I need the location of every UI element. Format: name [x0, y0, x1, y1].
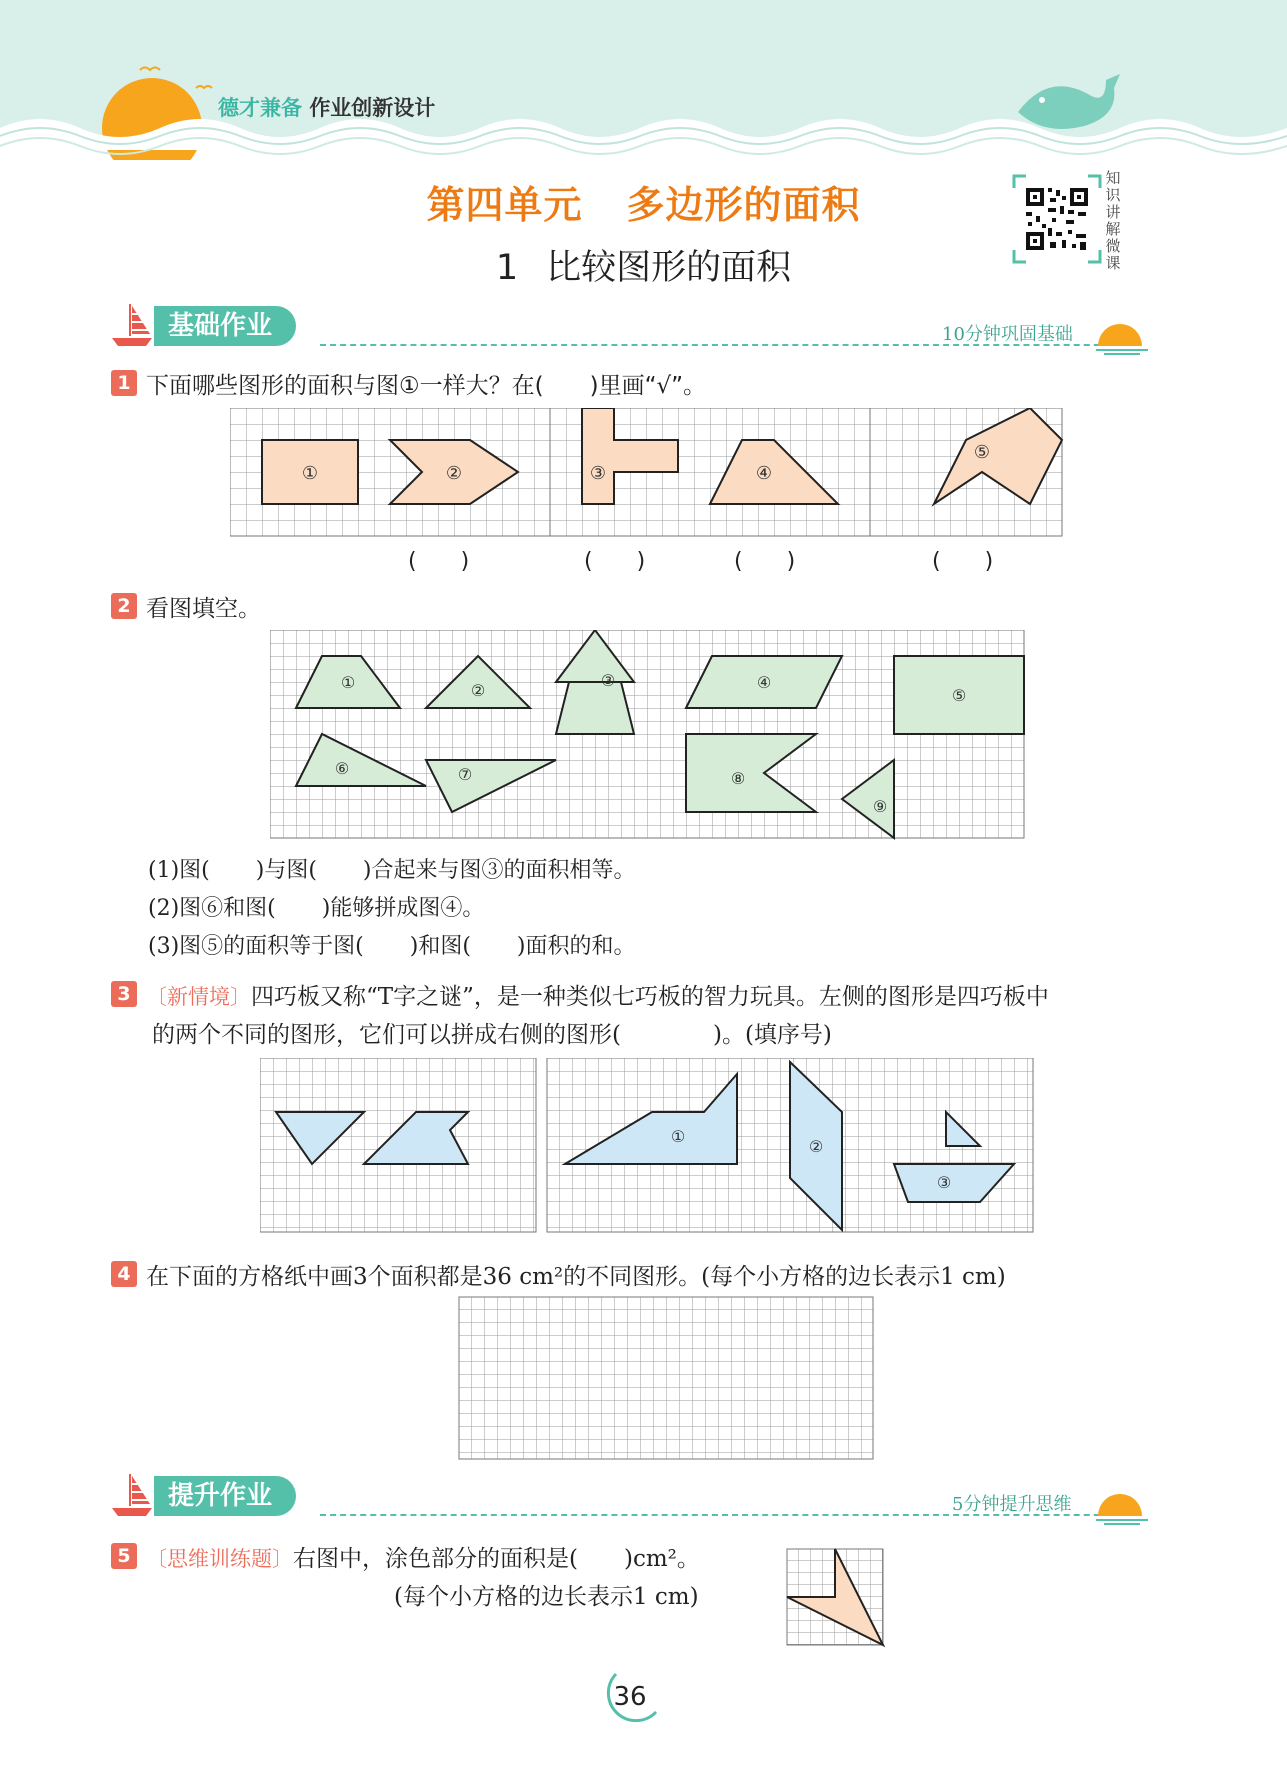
section-basic-time: 10分钟巩固基础	[942, 324, 1073, 345]
question-3-tag: 〔新情境〕	[146, 985, 251, 1009]
q3-label-1: ①	[670, 1127, 686, 1146]
q1-label-4: ④	[755, 463, 773, 484]
section-advanced-title: 提升作业	[154, 1476, 296, 1516]
unit-name: 多边形的面积	[626, 183, 861, 227]
qr-label: 知识讲解微课	[1105, 169, 1121, 272]
brand-part1: 德才兼备	[218, 96, 302, 120]
sun-icon	[1094, 312, 1150, 358]
bird-icon	[140, 68, 160, 71]
q1-label-3: ③	[589, 463, 607, 484]
q3-label-2: ②	[808, 1137, 824, 1156]
q2-line-1: (1)图( )与图( )合起来与图③的面积相等。	[148, 858, 636, 883]
q1-answer-blank-5[interactable]: ( )	[932, 549, 994, 574]
question-3-text-line1: 〔新情境〕四巧板又称“T字之谜”，是一种类似七巧板的智力玩具。左侧的图形是四巧板中	[146, 984, 1049, 1010]
q1-grid-figure	[230, 408, 1064, 538]
q1-label-2: ②	[445, 463, 463, 484]
question-5-text: 〔思维训练题〕右图中，涂色部分的面积是( )cm²。	[146, 1546, 700, 1572]
q2-label-1: ①	[340, 673, 356, 692]
sun-icon	[1094, 1482, 1150, 1528]
question-2-text: 看图填空。	[146, 596, 261, 622]
q1-label-1: ①	[301, 463, 319, 484]
sailboat-icon	[110, 1470, 154, 1518]
q3-label-3: ③	[936, 1173, 952, 1192]
q3-grid-figure	[260, 1058, 1036, 1234]
q1-answer-blank-3[interactable]: ( )	[584, 549, 646, 574]
q2-grid-figure	[270, 630, 1026, 842]
q1-answer-blank-2[interactable]: ( )	[408, 549, 470, 574]
question-number-3: 3	[111, 981, 137, 1007]
page-number: 36	[613, 1682, 647, 1712]
unit-label: 第四单元	[426, 183, 583, 227]
q2-line-2: (2)图⑥和图( )能够拼成图④。	[148, 896, 485, 921]
q2-label-6: ⑥	[334, 759, 350, 778]
brand-title	[218, 92, 435, 122]
bird-icon	[196, 86, 212, 88]
question-3-text-line2: 的两个不同的图形，它们可以拼成右侧的图形( )。(填序号)	[152, 1022, 832, 1048]
whale-icon	[1018, 74, 1120, 129]
q2-label-4: ④	[756, 673, 772, 692]
header-decoration	[0, 0, 1287, 160]
lesson-number: 1	[495, 248, 519, 288]
q2-label-3: ③	[600, 671, 616, 690]
question-number-1: 1	[111, 370, 137, 396]
question-number-2: 2	[111, 593, 137, 619]
q1-label-5: ⑤	[973, 442, 991, 463]
q5-grid-figure	[786, 1548, 886, 1648]
q2-label-8: ⑧	[730, 769, 746, 788]
q2-shape-3-bottom	[556, 682, 634, 734]
q2-label-7: ⑦	[457, 765, 473, 784]
question-5-tag: 〔思维训练题〕	[146, 1547, 293, 1571]
q1-answer-blank-4[interactable]: ( )	[734, 549, 796, 574]
q4-drawing-grid[interactable]	[458, 1296, 874, 1462]
section-basic-title: 基础作业	[154, 306, 296, 346]
section-advanced-time: 5分钟提升思维	[952, 1494, 1072, 1515]
question-number-4: 4	[111, 1261, 137, 1287]
q2-label-2: ②	[470, 681, 486, 700]
q2-label-9: ⑨	[872, 797, 888, 816]
q2-label-5: ⑤	[951, 686, 967, 705]
sailboat-icon	[110, 300, 154, 348]
brand-part2: 作业创新设计	[309, 96, 436, 120]
question-4-text: 在下面的方格纸中画3个面积都是36 cm²的不同图形。(每个小方格的边长表示1 cm)	[146, 1264, 1006, 1290]
question-5-note: (每个小方格的边长表示1 cm)	[394, 1584, 699, 1610]
question-1-text: 下面哪些图形的面积与图①一样大？在( )里画“√”。	[146, 373, 707, 399]
question-number-5: 5	[111, 1543, 137, 1569]
qr-code-icon[interactable]	[1012, 174, 1102, 264]
q2-line-3: (3)图⑤的面积等于图( )和图( )面积的和。	[148, 934, 636, 959]
lesson-name: 比较图形的面积	[546, 248, 792, 288]
